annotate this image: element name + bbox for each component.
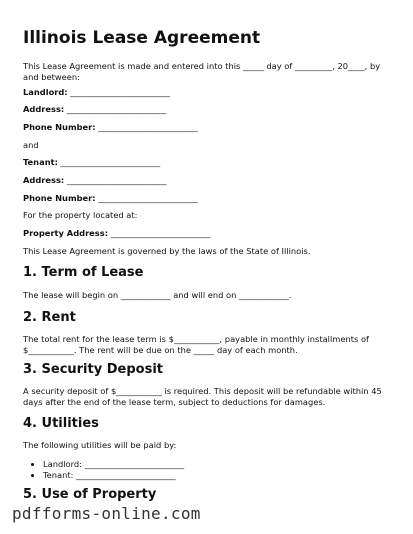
document-title: Illinois Lease Agreement xyxy=(23,28,261,48)
landlord-phone-blank: ________________________ xyxy=(95,122,198,132)
section-heading-deposit: 3. Security Deposit xyxy=(23,362,163,377)
tenant-address-blank: ________________________ xyxy=(64,175,167,185)
landlord-label: Landlord: xyxy=(23,87,68,97)
landlord-line xyxy=(23,87,383,98)
landlord-address-blank: ________________________ xyxy=(64,104,167,114)
governing-law-text: This Lease Agreement is governed by the laws of the State of Illinois. xyxy=(23,246,311,256)
section-heading-utilities: 4. Utilities xyxy=(23,416,99,431)
tenant-address-line xyxy=(23,175,383,186)
tenant-phone-line xyxy=(23,193,383,204)
intro-paragraph: This Lease Agreement is made and entered into this _____ day of _________, 20____, by and between: xyxy=(23,61,381,82)
section-heading-use: 5. Use of Property xyxy=(23,487,157,502)
landlord-blank: ________________________ xyxy=(67,87,170,97)
landlord-phone-line xyxy=(23,122,383,133)
section-heading-term: 1. Term of Lease xyxy=(23,265,144,280)
section-text-rent: The total rent for the lease term is $___________, payable in monthly installments of $___________. The rent will be due on the _____ day of each month. xyxy=(23,334,369,355)
landlord-phone-label: Phone Number: xyxy=(23,122,96,132)
utilities-list xyxy=(23,459,184,481)
section-text-term: The lease will begin on ____________ and will end on ____________. xyxy=(23,290,292,300)
tenant-label: Tenant: xyxy=(23,157,58,167)
section-text-deposit: A security deposit of $___________ is required. This deposit will be refundable within 45 days after the end of the lease term, subject to deductions for damages. xyxy=(23,386,382,407)
tenant-address-label: Address: xyxy=(23,175,65,185)
section-text-utilities: The following utilities will be paid by: xyxy=(23,440,177,450)
property-intro: For the property located at: xyxy=(23,210,138,220)
section-heading-rent: 2. Rent xyxy=(23,310,76,325)
property-address-label: Property Address: xyxy=(23,228,109,238)
watermark: pdfforms-online.com xyxy=(12,504,201,523)
property-address-blank: ________________________ xyxy=(108,228,211,238)
property-address-line xyxy=(23,228,383,239)
tenant-line xyxy=(23,157,383,168)
tenant-phone-blank: ________________________ xyxy=(95,193,198,203)
and-text: and xyxy=(23,140,39,150)
list-item: • Tenant: ________________________ xyxy=(43,470,184,481)
landlord-address-line xyxy=(23,104,383,115)
list-item: • Landlord: ________________________ xyxy=(43,459,184,470)
tenant-blank: ________________________ xyxy=(57,157,161,167)
tenant-phone-label: Phone Number: xyxy=(23,193,96,203)
landlord-address-label: Address: xyxy=(23,104,65,114)
